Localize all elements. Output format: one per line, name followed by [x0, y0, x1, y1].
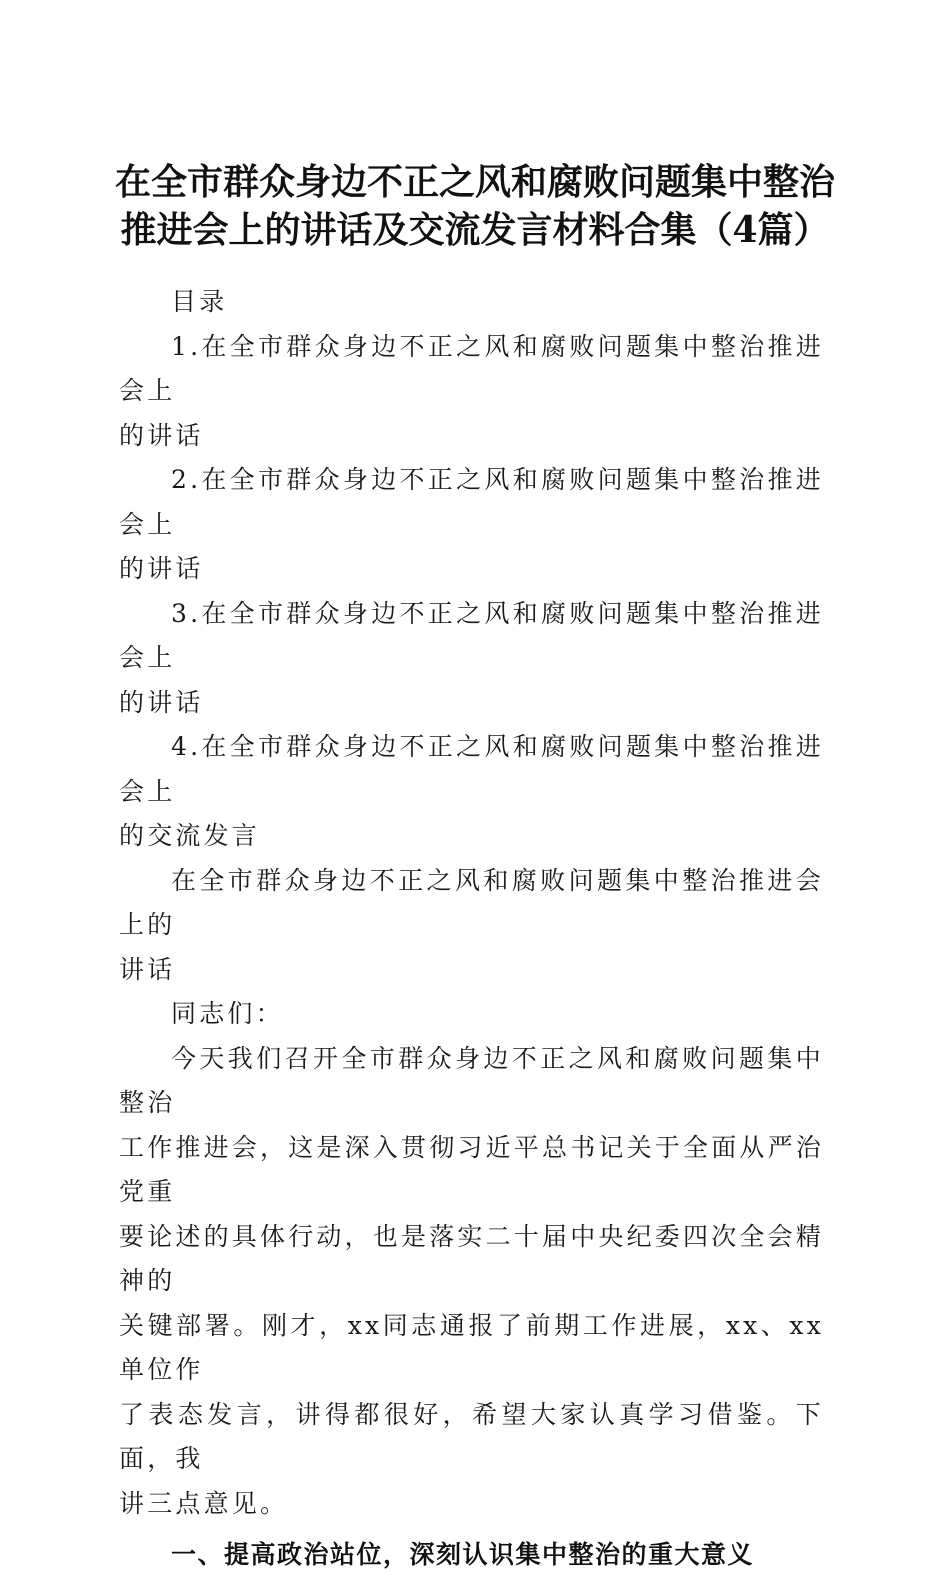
- toc-item-2: [119, 458, 824, 592]
- intro-line: 要论述的具体行动，也是落实二十届中央纪委四次全会精神的: [119, 1221, 825, 1295]
- toc-item-3: [119, 592, 824, 726]
- title-line-2: 推进会上的讲话及交流发言材料合集（4篇）: [120, 209, 830, 252]
- speech-title: [119, 859, 824, 993]
- toc-item-1-line2: 的讲话: [119, 420, 204, 450]
- toc-item-2-line2: 的讲话: [119, 554, 204, 583]
- section-1-heading: 一、提高政治站位，深刻认识集中整治的重大意义: [171, 1540, 755, 1569]
- intro-line: 今天我们召开全市群众身边不正之风和腐败问题集中整治: [119, 1043, 824, 1117]
- speech-title-line1: 在全市群众身边不正之风和腐败问题集中整治推进会上的: [119, 865, 824, 939]
- toc-item-2-line1: 2.在全市群众身边不正之风和腐败问题集中整治推进会上: [119, 465, 824, 539]
- toc-label: 目录: [171, 287, 228, 316]
- toc-item-1: [119, 325, 824, 459]
- speech-title-line2: 讲话: [119, 954, 176, 984]
- toc-item-1-line1: 1.在全市群众身边不正之风和腐败问题集中整治推进会上: [119, 331, 824, 405]
- intro-line: 关键部署。刚才，xx同志通报了前期工作进展，xx、xx单位作: [119, 1310, 824, 1384]
- title-line-1: 在全市群众身边不正之风和腐败问题集中整治: [114, 161, 835, 204]
- toc-item-4-line1: 4.在全市群众身边不正之风和腐败问题集中整治推进会上: [119, 732, 824, 806]
- intro-paragraph: [119, 1037, 824, 1527]
- toc-item-4-line2: 的交流发言: [119, 821, 261, 850]
- document-body: [119, 280, 824, 1584]
- intro-line: 讲三点意见。: [119, 1488, 289, 1518]
- toc-item-4: [119, 725, 824, 859]
- intro-line: 了表态发言，讲得都很好，希望大家认真学习借鉴。下面，我: [119, 1399, 824, 1473]
- intro-line: 工作推进会，这是深入贯彻习近平总书记关于全面从严治党重: [119, 1132, 825, 1206]
- toc-item-3-line1: 3.在全市群众身边不正之风和腐败问题集中整治推进会上: [119, 598, 824, 672]
- toc-item-3-line2: 的讲话: [119, 687, 204, 717]
- greeting: 同志们：: [171, 999, 284, 1028]
- document-title: [100, 158, 850, 254]
